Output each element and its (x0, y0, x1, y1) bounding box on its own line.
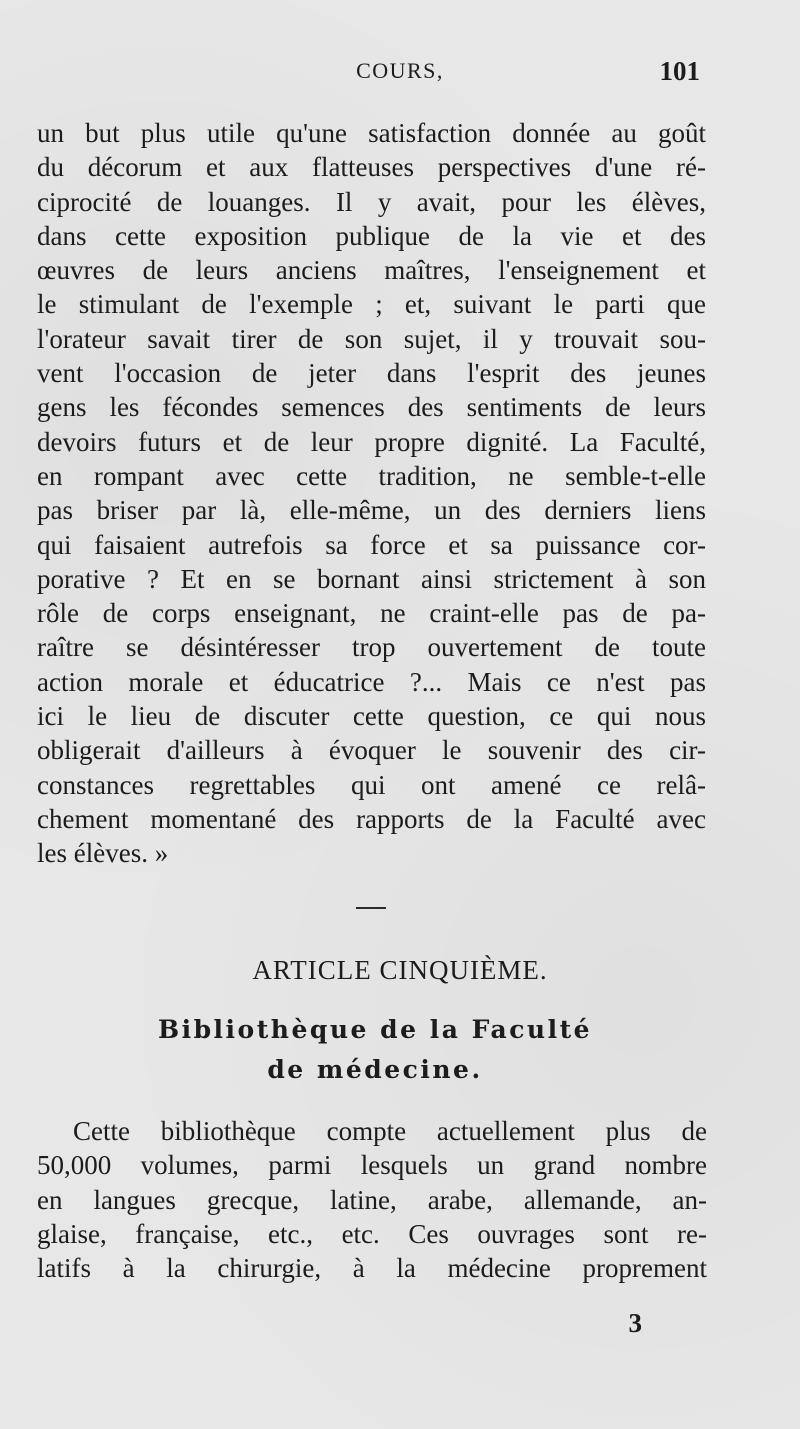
text-line: chement momentané des rapports de la Faculté avec (37, 803, 706, 834)
text-line: ici le lieu de discuter cette question, ce qui nous (37, 701, 706, 732)
signature-mark: 3 (628, 1308, 642, 1338)
text-line: gens les fécondes semences des sentiments de leurs (37, 392, 706, 423)
text-line: du décorum et aux flatteuses perspectives d'une ré- (37, 152, 706, 183)
section-divider (356, 907, 386, 909)
text-line: pas briser par là, elle-même, un des derniers liens (37, 495, 706, 526)
paragraph-bibliotheque (37, 1114, 707, 1285)
text-line: en rompant avec cette tradition, ne semble-t-elle (37, 460, 706, 491)
text-line: en langues grecque, latine, arabe, allemande, an- (37, 1184, 707, 1215)
section-heading-line: Bibliothèque de la Faculté (157, 1015, 593, 1044)
text-line: un but plus utile qu'une satisfaction donnée au goût (37, 118, 706, 148)
text-line: devoirs futurs et de leur propre dignité. La Faculté, (37, 426, 706, 457)
text-line: obligerait d'ailleurs à évoquer le souvenir des cir- (37, 735, 706, 766)
text-line: glaise, française, etc., etc. Ces ouvrages sont re- (37, 1218, 707, 1249)
text-line: constances regrettables qui ont amené ce relâ- (37, 769, 706, 800)
text-line: les élèves. » (37, 838, 169, 869)
text-line: œuvres de leurs anciens maîtres, l'enseignement et (37, 255, 706, 286)
text-line: qui faisaient autrefois sa force et sa puissance cor- (37, 529, 706, 560)
text-line: dans cette exposition publique de la vie et des (37, 220, 706, 251)
text-line: Cette bibliothèque compte actuellement plus de (73, 1116, 707, 1146)
text-line: le stimulant de l'exemple ; et, suivant le parti que (37, 289, 706, 320)
running-head: COURS, (356, 58, 444, 83)
paragraph-continued (37, 116, 706, 871)
page-header (0, 58, 800, 98)
text-line: porative ? Et en se bornant ainsi strictement à son (37, 563, 706, 594)
text-line: raître se désintéresser trop ouvertement de toute (37, 632, 706, 663)
section-heading-line: de médecine. (267, 1055, 483, 1084)
article-heading: ARTICLE CINQUIÈME. (252, 955, 548, 985)
text-line: action morale et éducatrice ?... Mais ce n'est pas (37, 666, 706, 697)
text-line: vent l'occasion de jeter dans l'esprit des jeunes (37, 358, 706, 389)
text-line: l'orateur savait tirer de son sujet, il y trouvait sou- (37, 323, 706, 354)
section-heading (0, 1010, 750, 1090)
text-line: 50,000 volumes, parmi lesquels un grand nombre (37, 1150, 707, 1181)
page-number: 101 (659, 56, 700, 86)
text-line: latifs à la chirurgie, à la médecine proprement (37, 1253, 707, 1284)
text-line: ciprocité de louanges. Il y avait, pour les élèves, (37, 186, 706, 217)
text-line: rôle de corps enseignant, ne craint-elle pas de pa- (37, 598, 706, 629)
